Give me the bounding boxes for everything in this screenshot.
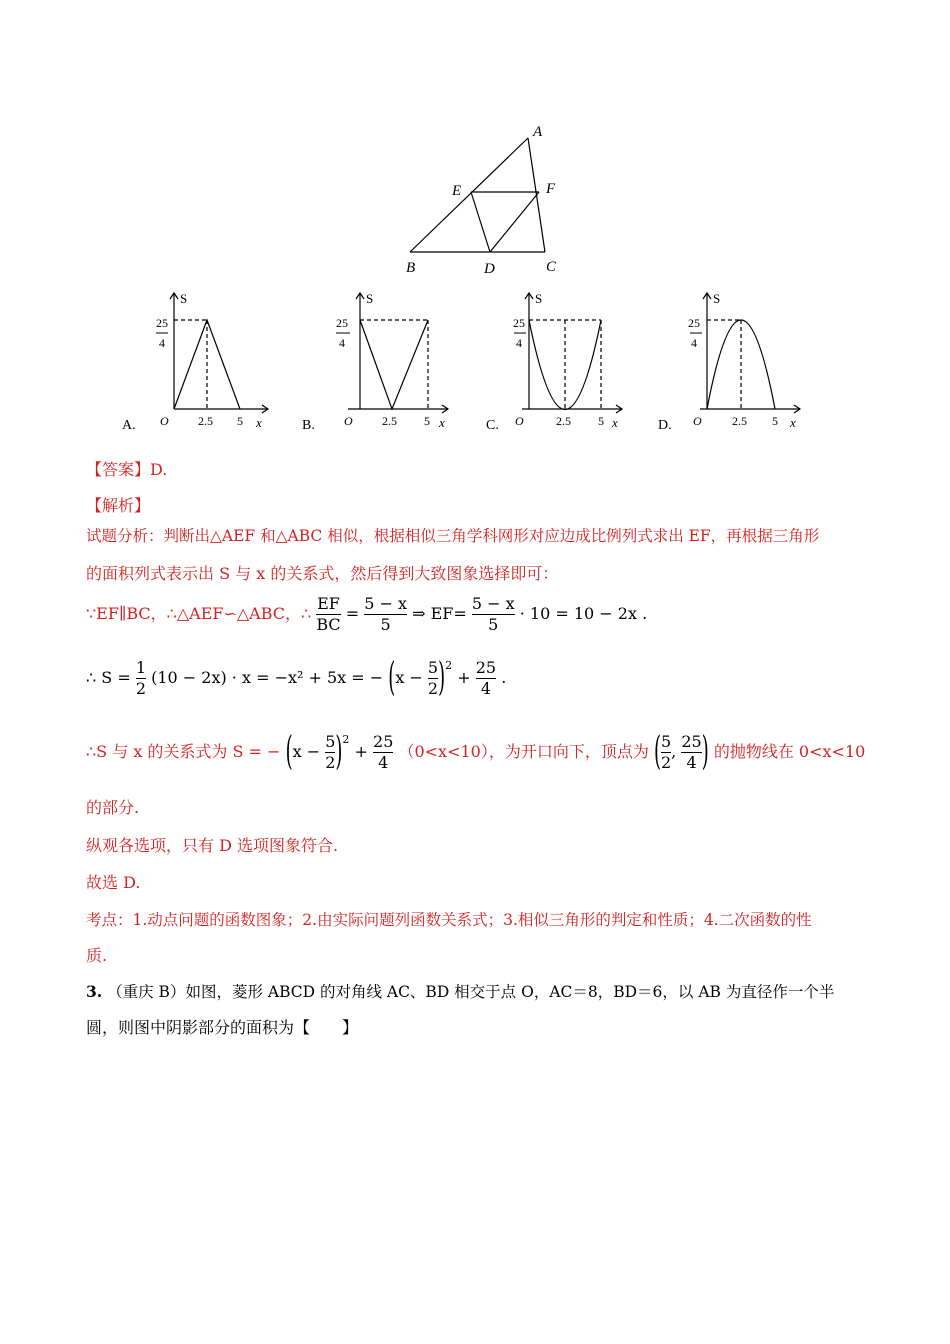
- option-label-c: C.: [486, 418, 499, 433]
- fraction-ef-bc: $\frac{EF}{BC}$: [316, 594, 341, 634]
- label-c: C: [546, 259, 557, 275]
- option-graph-b: [298, 285, 458, 435]
- svg-text:S: S: [713, 291, 721, 306]
- svg-text:x: x: [612, 415, 618, 430]
- segment-ed: [471, 192, 490, 252]
- equation-relation-s-x: ∴S 与 x 的关系式为 S = − (x − $\frac{5}{2}$ )$^2$ + $\frac{25}{4}$ （0<x<10），为开口向下，顶点为 ( $\frac{5}{2}$ , $\frac{25}{4}$ ) 的抛物线在 0<x<10: [86, 728, 866, 775]
- answer-label: 【答案】: [86, 460, 151, 479]
- svg-text:x: x: [256, 415, 262, 430]
- svg-text:O: O: [344, 414, 353, 428]
- svg-text:5: 5: [772, 414, 778, 428]
- option-graph-a: [118, 285, 278, 435]
- svg-text:25: 25: [688, 316, 700, 330]
- option-graph-d: [654, 285, 814, 435]
- equation-similar-triangles: ∵EF∥BC，∴△AEF∽△ABC，∴ $\frac{EF}{BC}$ = $\frac{5 - x}{5}$ ⇒ EF= $\frac{5 - x}{5}$ · 10 = 10 − 2x .: [86, 594, 648, 634]
- svg-text:25: 25: [513, 316, 525, 330]
- triangle-figure: [400, 120, 580, 280]
- label-d: D: [484, 261, 495, 277]
- label-f: F: [546, 181, 556, 197]
- svg-text:O: O: [160, 414, 169, 428]
- svg-text:x: x: [790, 415, 796, 430]
- svg-text:5: 5: [237, 414, 243, 428]
- svg-text:4: 4: [339, 336, 345, 350]
- svg-text:5: 5: [424, 414, 430, 428]
- option-label-b: B.: [302, 418, 315, 433]
- svg-text:S: S: [180, 291, 188, 306]
- side-ab: [410, 138, 528, 252]
- svg-text:O: O: [693, 414, 702, 428]
- segment-df: [490, 192, 539, 252]
- svg-text:5: 5: [598, 414, 604, 428]
- question-3-line-2: 圆，则图中阴影部分的面积为【 】: [86, 1018, 359, 1037]
- option-graph-c: [482, 285, 642, 435]
- svg-text:4: 4: [159, 336, 165, 350]
- analysis-line-part: 的部分.: [86, 798, 140, 817]
- svg-text:25: 25: [336, 316, 348, 330]
- svg-text:4: 4: [516, 336, 522, 350]
- question-number: 3.: [86, 982, 103, 1001]
- answer-line: [86, 460, 167, 480]
- option-label-d: D.: [658, 418, 672, 433]
- option-label-a: A.: [122, 418, 136, 433]
- svg-text:25: 25: [156, 316, 168, 330]
- svg-text:S: S: [366, 291, 374, 306]
- kaodian-line-2: 质.: [86, 946, 108, 965]
- answer-value: D.: [150, 460, 168, 479]
- label-b: B: [406, 260, 416, 276]
- svg-text:2.5: 2.5: [556, 414, 571, 428]
- svg-text:2.5: 2.5: [732, 414, 747, 428]
- analysis-label: 【解析】: [86, 496, 151, 515]
- equation-area-s: ∴ S = $\frac{1}{2}$ (10 − 2x) · x = −x² + 5x = − (x − $\frac{5}{2}$ )$^2$ + $\frac{25}{4}$ .: [86, 654, 507, 701]
- svg-text:O: O: [515, 414, 524, 428]
- label-a: A: [533, 124, 543, 140]
- svg-text:x: x: [439, 415, 445, 430]
- analysis-line-2: 的面积列式表示出 S 与 x 的关系式，然后得到大致图象选择即可：: [86, 564, 559, 583]
- kaodian-line-1: 考点：1.动点问题的函数图象；2.由实际问题列函数关系式；3.相似三角形的判定和性质；4.二次函数的性: [86, 911, 812, 929]
- analysis-line-1: 试题分析：判断出△AEF 和△ABC 相似，根据相似三角学科网形对应边成比例列式求出 EF，再根据三角形: [86, 527, 820, 545]
- svg-text:4: 4: [691, 336, 697, 350]
- svg-text:2.5: 2.5: [198, 414, 213, 428]
- analysis-review: 纵观各选项，只有 D 选项图象符合.: [86, 836, 339, 855]
- analysis-choose: 故选 D.: [86, 873, 141, 892]
- svg-text:S: S: [535, 291, 543, 306]
- label-e: E: [452, 183, 462, 199]
- svg-text:2.5: 2.5: [382, 414, 397, 428]
- question-3-line-1: 3. （重庆 B）如图，菱形 ABCD 的对角线 AC、BD 相交于点 O，AC＝8，BD＝6，以 AB 为直径作一个半: [86, 982, 835, 1001]
